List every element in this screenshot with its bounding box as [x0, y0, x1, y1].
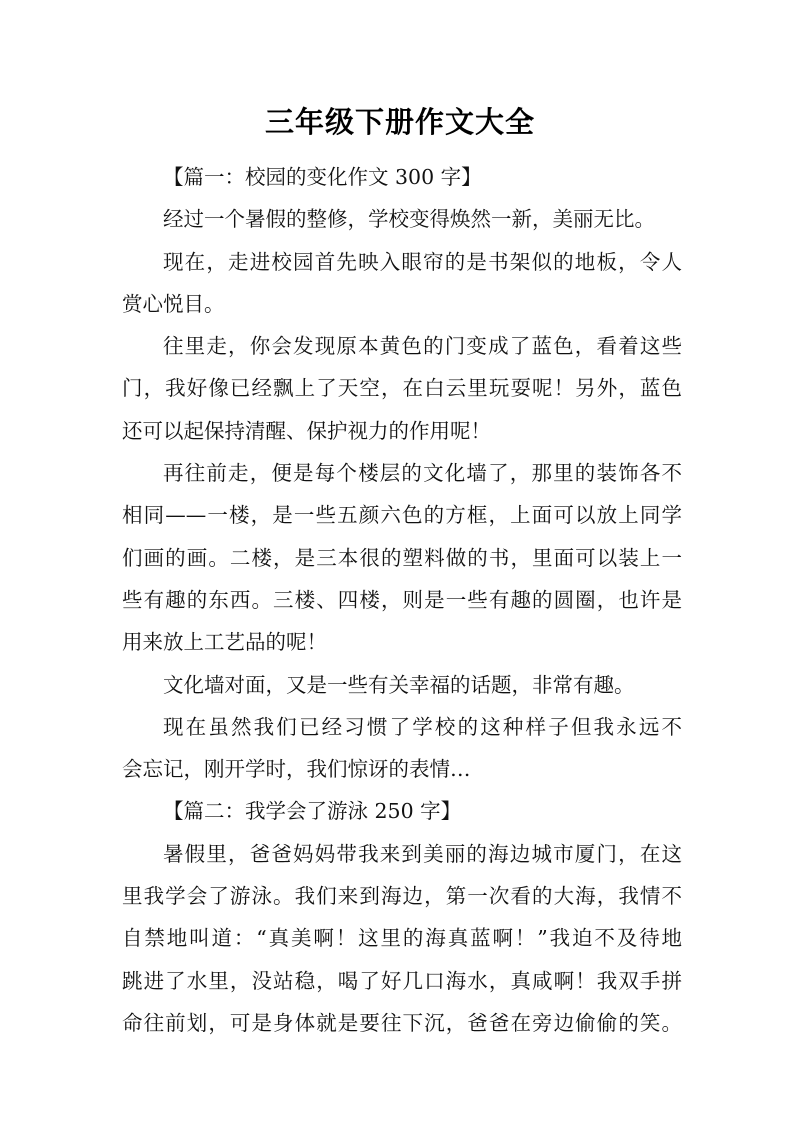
paragraph-line: 跳进了水里，没站稳，喝了好几口海水，真咸啊！我双手拼: [122, 968, 682, 993]
paragraph-line: 会忘记，刚开学时，我们惊讶的表情…: [122, 757, 471, 782]
paragraph-line: 现在，走进校园首先映入眼帘的是书架似的地板，令人: [163, 249, 682, 274]
paragraph-line: 些有趣的东西。三楼、四楼，则是一些有趣的圆圈，也许是: [122, 587, 682, 612]
paragraph-line: 经过一个暑假的整修，学校变得焕然一新，美丽无比。: [163, 207, 655, 232]
paragraph-line: 再往前走，便是每个楼层的文化墙了，那里的装饰各不: [163, 461, 682, 486]
paragraph-line: 往里走，你会发现原本黄色的门变成了蓝色，看着这些: [163, 334, 682, 359]
paragraph-line: 暑假里，爸爸妈妈带我来到美丽的海边城市厦门，在这: [163, 841, 682, 866]
paragraph-line: 相同——一楼，是一些五颜六色的方框，上面可以放上同学: [122, 503, 682, 528]
page-title: 三年级下册作文大全: [264, 105, 535, 139]
paragraph-line: 还可以起保持清醒、保护视力的作用呢！: [122, 418, 491, 443]
document-body: [122, 156, 682, 1044]
paragraph-line: 自禁地叫道：“真美啊！这里的海真蓝啊！”我迫不及待地: [122, 926, 682, 951]
paragraph-line: 用来放上工艺品的呢！: [122, 630, 327, 655]
paragraph-line: 文化墙对面，又是一些有关幸福的话题，非常有趣。: [163, 672, 635, 697]
paragraph-line: 现在虽然我们已经习惯了学校的这种样子但我永远不: [163, 714, 682, 739]
paragraph-line: 命往前划，可是身体就是要往下沉，爸爸在旁边偷偷的笑。: [122, 1010, 682, 1035]
paragraph-line: 里我学会了游泳。我们来到海边，第一次看的大海，我情不: [122, 884, 682, 909]
paragraph-line: 赏心悦目。: [122, 291, 225, 316]
section-heading: 【篇一：校园的变化作文 300 字】: [163, 165, 482, 189]
paragraph-line: 们画的画。二楼，是三本很的塑料做的书，里面可以装上一: [122, 545, 682, 570]
paragraph-line: 门，我好像已经飘上了天空，在白云里玩耍呢！另外，蓝色: [122, 376, 682, 401]
section-heading: 【篇二：我学会了游泳 250 字】: [163, 799, 462, 824]
